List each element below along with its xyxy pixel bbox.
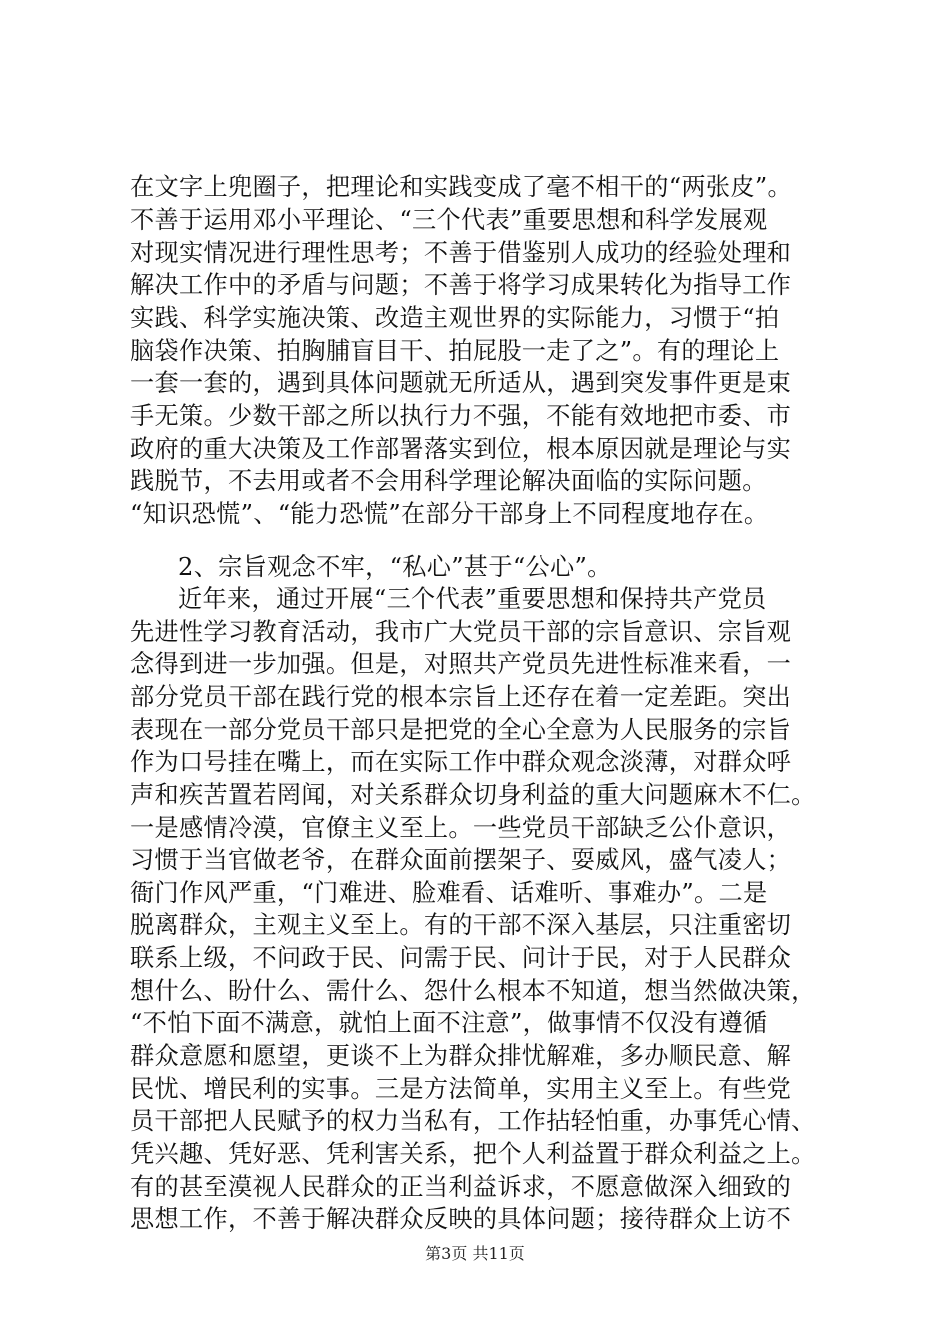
text-line: 部分党员干部在践行党的根本宗旨上还存在着一定差距。突出 [130,683,792,711]
text-line: 一是感情冷漠，官僚主义至上。一些党员干部缺乏公仆意识， [130,814,792,842]
text-line: 想什么、盼什么、需什么、怨什么根本不知道，想当然做决策， [130,977,816,1005]
text-line: 作为口号挂在嘴上，而在实际工作中群众观念淡薄，对群众呼 [130,748,792,776]
text-line: 一套一套的，遇到具体问题就无所适从，遇到突发事件更是束 [130,369,792,397]
section-heading: 2、宗旨观念不牢，“私心”甚于“公心”。 [178,553,612,581]
text-line: 实践、科学实施决策、改造主观世界的实际能力，习惯于“拍 [130,304,780,332]
text-line: 声和疾苦置若罔闻，对关系群众切身利益的重大问题麻木不仁。 [130,781,816,809]
text-line: 脑袋作决策、拍胸脯盲目干、拍屁股一走了之”。有的理论上 [130,337,780,365]
text-line: 思想工作，不善于解决群众反映的具体问题；接待群众上访不 [130,1205,792,1233]
text-line: 政府的重大决策及工作部署落实到位，根本原因就是理论与实 [130,435,792,463]
text-line: 近年来，通过开展“三个代表”重要思想和保持共产党员 [178,585,767,613]
text-line: 念得到进一步加强。但是，对照共产党员先进性标准来看，一 [130,650,792,678]
text-line: 对现实情况进行理性思考；不善于借鉴别人成功的经验处理和 [130,239,792,267]
text-line: 在文字上兜圈子，把理论和实践变成了毫不相干的“两张皮”。 [130,173,793,201]
text-line: 解决工作中的矛盾与问题；不善于将学习成果转化为指导工作 [130,271,792,299]
text-line: 民忧、增民利的实事。三是方法简单，实用主义至上。有些党 [130,1075,792,1103]
text-line: 表现在一部分党员干部只是把党的全心全意为人民服务的宗旨 [130,716,792,744]
text-line: 群众意愿和愿望，更谈不上为群众排忧解难，多办顺民意、解 [130,1042,792,1070]
text-line: 联系上级，不问政于民、问需于民、问计于民，对于人民群众 [130,944,792,972]
page-number-footer: 第3页 共11页 [425,1244,525,1263]
text-line: 手无策。少数干部之所以执行力不强，不能有效地把市委、市 [130,402,792,430]
text-line: “知识恐慌”、“能力恐慌”在部分干部身上不同程度地存在。 [130,500,769,528]
text-line: 有的甚至漠视人民群众的正当利益诉求，不愿意做深入细致的 [130,1173,792,1201]
text-line: “不怕下面不满意，就怕上面不注意”，做事情不仅没有遵循 [130,1009,768,1037]
text-line: 先进性学习教育活动，我市广大党员干部的宗旨意识、宗旨观 [130,618,792,646]
text-line: 凭兴趣、凭好恶、凭利害关系，把个人利益置于群众利益之上。 [130,1140,816,1168]
text-line: 衙门作风严重，“门难进、脸难看、话难听、事难办”。二是 [130,879,768,907]
text-line: 习惯于当官做老爷，在群众面前摆架子、耍威风，盛气凌人； [130,846,792,874]
text-line: 脱离群众，主观主义至上。有的干部不深入基层，只注重密切 [130,911,792,939]
text-line: 践脱节，不去用或者不会用科学理论解决面临的实际问题。 [130,467,767,495]
text-line: 不善于运用邓小平理论、“三个代表”重要思想和科学发展观 [130,206,768,234]
text-line: 员干部把人民赋予的权力当私有，工作拈轻怕重，办事凭心情、 [130,1107,816,1135]
